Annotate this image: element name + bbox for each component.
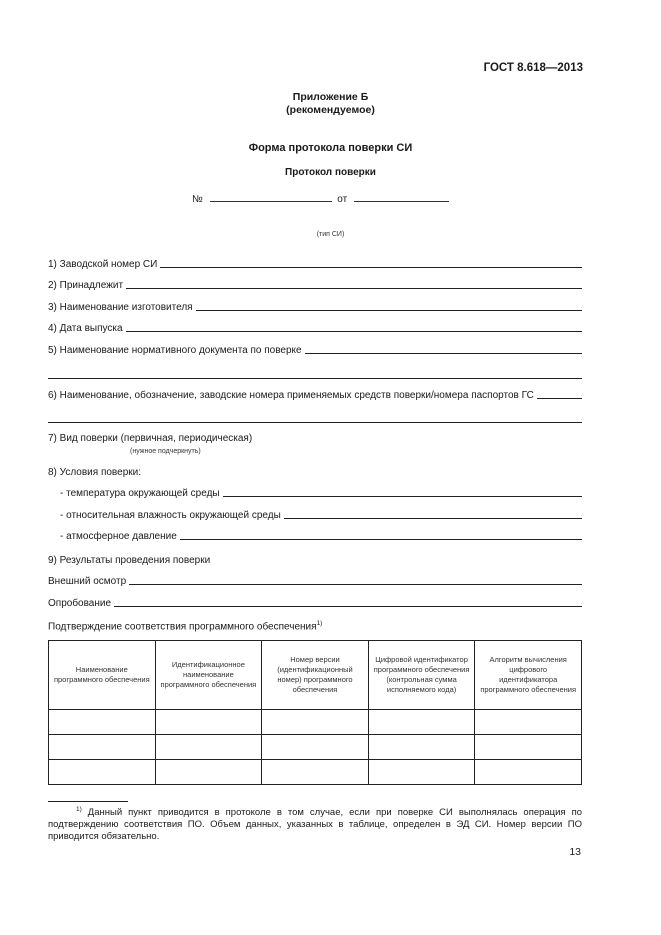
field-testing: [48, 598, 582, 609]
field-verification-kind-note: (нужное подчеркнуть): [130, 448, 201, 455]
footnote-mark: 1): [76, 806, 82, 813]
field-temperature-blank: [223, 495, 582, 497]
footnote-ref: 1): [316, 620, 323, 627]
table-cell: [368, 710, 475, 735]
footnote-text: Данный пункт приводится в протоколе в том случае, если при поверке СИ выполнялась операция по подтверждению соответствия ПО. Объем данных, указанных в таблице, определен в ЭД СИ. Номер версии ПО приводится обязательно.: [48, 807, 582, 843]
field-temperature-label: - температура окружающей среды: [60, 488, 220, 499]
col-version-number: Номер версии (идентификационный номер) программного обеспечения: [262, 641, 369, 710]
software-table: [48, 640, 582, 785]
field-pressure-label: - атмосферное давление: [60, 531, 177, 542]
field-pressure: [60, 531, 582, 542]
appendix-heading: [0, 91, 661, 117]
field-inspection: [48, 576, 582, 587]
field-normative-doc-label: 5) Наименование нормативного документа по поверке: [48, 345, 302, 356]
col-software-name: Наименование программного обеспечения: [49, 641, 156, 710]
software-table-header-row: [49, 641, 582, 710]
field-release-date-label: 4) Дата выпуска: [48, 323, 123, 334]
number-sign: №: [192, 194, 203, 205]
field-normative-doc-blank: [305, 352, 582, 354]
field-owner-blank: [126, 287, 582, 289]
field-humidity-label: - относительная влажность окружающей среды: [60, 510, 281, 521]
field-verification-means-label: 6) Наименование, обозначение, заводские номера применяемых средств поверки/номера паспортов ГС: [48, 390, 534, 401]
field-humidity: [60, 510, 582, 521]
field-testing-label: Опробование: [48, 598, 112, 609]
table-cell: [475, 760, 582, 785]
table-row: [49, 735, 582, 760]
table-row: [49, 710, 582, 735]
field-serial-number-label: 1) Заводской номер СИ: [48, 259, 158, 270]
field-results: 9) Результаты проведения поверки: [48, 555, 211, 566]
field-verification-means-blank: [537, 397, 582, 399]
table-cell: [49, 735, 156, 760]
field-conditions: 8) Условия поверки:: [48, 467, 141, 478]
table-cell: [155, 735, 262, 760]
protocol-date-blank: [354, 192, 449, 202]
appendix-subtitle: (рекомендуемое): [286, 104, 375, 116]
table-cell: [262, 710, 369, 735]
form-title: Форма протокола поверки СИ: [248, 142, 413, 154]
field-manufacturer: [48, 302, 582, 313]
field-software-confirm: [48, 620, 322, 632]
field-inspection-blank: [129, 583, 582, 585]
from-label: от: [337, 194, 348, 205]
table-cell: [475, 710, 582, 735]
field-release-date-blank: [126, 330, 582, 332]
table-cell: [368, 760, 475, 785]
protocol-title: Протокол поверки: [285, 167, 376, 178]
protocol-number-line: [192, 192, 449, 205]
field-inspection-label: Внешний осмотр: [48, 576, 127, 587]
type-note: (тип СИ): [316, 231, 345, 238]
table-row: [49, 760, 582, 785]
field-serial-number-blank: [160, 266, 582, 268]
field-temperature: [60, 488, 582, 499]
footnote: [48, 804, 582, 843]
field-humidity-blank: [284, 517, 582, 519]
table-cell: [49, 760, 156, 785]
field-software-confirm-label: Подтверждение соответствия программного обеспечения: [48, 621, 317, 633]
table-cell: [262, 760, 369, 785]
page-number: 13: [569, 846, 581, 858]
footnote-separator: [48, 801, 128, 802]
field-verification-means: [48, 390, 582, 401]
col-algorithm: Алгоритм вычисления цифрового идентификатора программного обеспечения: [475, 641, 582, 710]
standard-number: ГОСТ 8.618—2013: [483, 62, 583, 74]
field-pressure-blank: [180, 538, 582, 540]
table-cell: [368, 735, 475, 760]
col-identification-name: Идентификационное наименование программного обеспечения: [155, 641, 262, 710]
table-cell: [262, 735, 369, 760]
field-testing-blank: [114, 605, 582, 607]
protocol-number-blank: [210, 192, 332, 202]
field-verification-means-extra-line: [48, 422, 582, 423]
table-cell: [155, 760, 262, 785]
field-normative-doc: [48, 345, 582, 356]
col-digital-identifier: Цифровой идентификатор программного обеспечения (контрольная сумма исполняемого кода): [368, 641, 475, 710]
table-cell: [475, 735, 582, 760]
appendix-title: Приложение Б: [292, 91, 369, 103]
field-owner-label: 2) Принадлежит: [48, 280, 124, 291]
field-normative-doc-extra-line: [48, 378, 582, 379]
field-release-date: [48, 323, 582, 334]
table-cell: [49, 710, 156, 735]
field-manufacturer-blank: [196, 309, 582, 311]
field-serial-number: [48, 259, 582, 270]
field-manufacturer-label: 3) Наименование изготовителя: [48, 302, 193, 313]
table-cell: [155, 710, 262, 735]
field-owner: [48, 280, 582, 291]
field-verification-kind: 7) Вид поверки (первичная, периодическая): [48, 433, 253, 444]
